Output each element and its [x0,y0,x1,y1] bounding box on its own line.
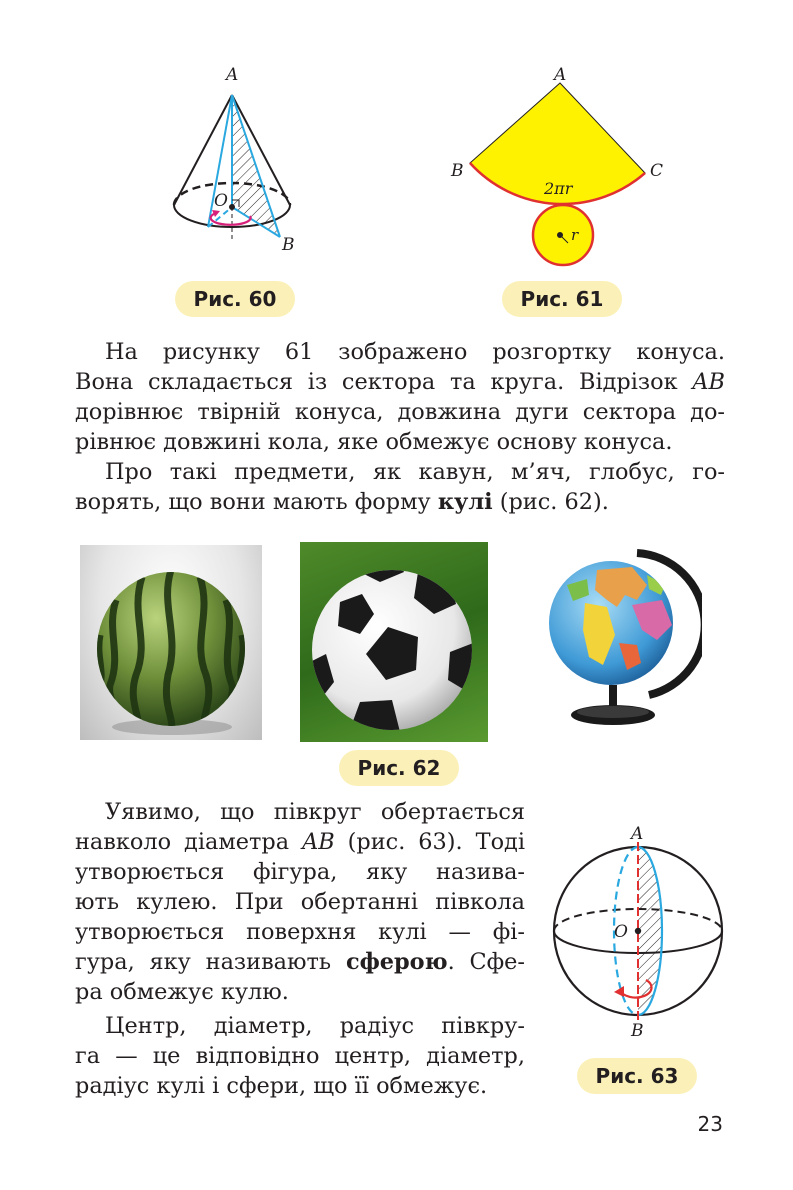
text-line: ворять, що вони мають форму [75,489,438,515]
watermelon-image [80,545,262,740]
paragraph-center-diameter-radius [75,1011,525,1101]
text-line: ють кулею. При обертанні півкола [75,889,525,915]
text-line: утворюється фігура, яку назива- [75,859,525,885]
text-line: Про такі предмети, як кавун, м’яч, глобус, го- [105,459,725,485]
label-b: B [282,235,295,255]
page-number: 23 [697,1112,723,1136]
cone-diagram [160,60,320,255]
label-arc-length: 2πr [544,179,573,198]
label-b: B [631,1021,644,1040]
label-a: A [554,65,567,85]
label-c: C [650,161,664,181]
text-line: На рисунку 61 зображено розгортку конуса. [105,339,725,365]
text-line: утворюється поверхня кулі — фі- [75,919,525,945]
text-line: радіус кулі і сфери, що її обмежує. [75,1073,488,1099]
label-a: A [226,65,239,85]
caption-fig63: Рис. 63 [577,1058,697,1094]
segment-ab: AB [302,829,335,855]
soccer-ball-photo [300,542,488,742]
text-line: га — це відповідно центр, діаметр, [75,1043,525,1069]
globe-image [537,545,702,740]
text-line: ра обмежує кулю. [75,979,289,1005]
text-line: навколо діаметра [75,829,303,855]
text-line: (рис. 62). [492,489,609,515]
figure-60 [160,60,320,255]
label-radius: r [571,226,579,244]
label-o: O [614,922,628,942]
text-line: . Сфе- [447,949,525,975]
caption-fig61: Рис. 61 [502,281,622,317]
text-line: Центр, діаметр, радіус півкру- [105,1013,525,1039]
label-b: B [451,161,464,181]
caption-fig62: Рис. 62 [339,750,459,786]
text-line: Вона складається із сектора та круга. Відрізок [75,369,693,395]
figure-63 [540,820,740,1040]
text-line: рівнює довжині кола, яке обмежує основу конуса. [75,429,673,455]
soccer-ball-image [300,542,488,742]
text-line: (рис. 63). Тоді [334,829,525,855]
text-line: дорівнює твірній конуса, довжина дуги сектора до- [75,399,725,425]
text-line: гура, яку називають [75,949,346,975]
paragraph-ball-shape [75,457,725,517]
label-a: A [631,824,644,844]
text-line: Уявимо, що півкруг обертається [105,799,525,825]
term-sphere: сферою [345,949,448,975]
caption-fig60: Рис. 60 [175,281,295,317]
figure-61 [440,60,680,275]
term-ball: кулі [437,489,493,515]
paragraph-cone-net [75,337,725,457]
label-o: O [214,191,228,211]
watermelon-photo [80,545,262,740]
segment-ab: AB [692,369,725,395]
globe-photo [537,545,702,740]
paragraph-ball-definition [75,797,525,1007]
cone-net-diagram [440,60,680,275]
sphere-diagram [540,820,740,1040]
